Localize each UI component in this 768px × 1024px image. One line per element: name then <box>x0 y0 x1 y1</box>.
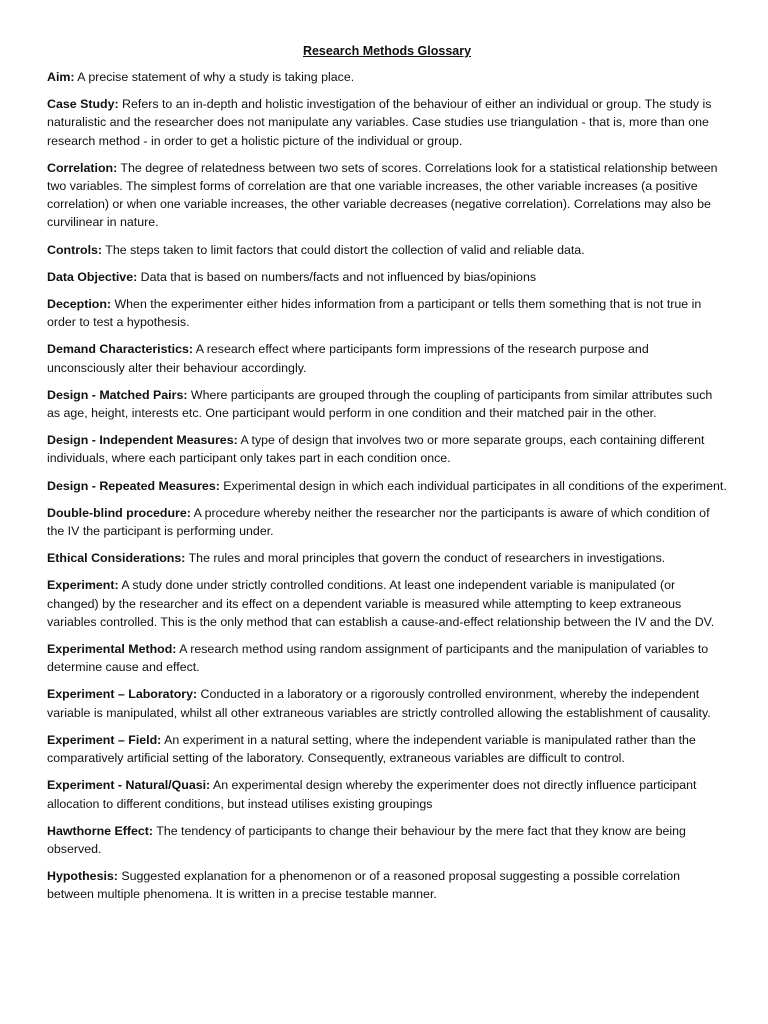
glossary-entry <box>47 431 727 467</box>
glossary-term: Deception: <box>47 297 112 312</box>
glossary-term: Experiment – Laboratory: <box>47 687 198 702</box>
glossary-definition: The steps taken to limit factors that could distort the collection of valid and reliable data. <box>102 242 585 257</box>
glossary-term: Design - Independent Measures: <box>47 433 238 448</box>
glossary-definition: The rules and moral principles that govern the conduct of researchers in investigations. <box>185 551 666 566</box>
glossary-entry <box>47 268 727 286</box>
glossary-definition: A research effect where participants form impressions of the research purpose and unconsciously alter their behaviour accordingly. <box>47 342 649 375</box>
glossary-term: Controls: <box>47 242 103 257</box>
glossary-definition: Conducted in a laboratory or a rigorously controlled environment, whereby the independent variable is manipulated, whilst all other extraneous variables are strictly controlled allowing the establishment of causality. <box>47 687 711 720</box>
glossary-term: Hypothesis: <box>47 869 118 884</box>
glossary-definition: Data that is based on numbers/facts and not influenced by bias/opinions <box>137 269 537 284</box>
glossary-entry <box>47 867 727 903</box>
glossary-definition: A research method using random assignment of participants and the manipulation of variables to determine cause and effect. <box>47 642 709 675</box>
glossary-definition: When the experimenter either hides information from a participant or tells them something that is not true in order to test a hypothesis. <box>47 297 702 330</box>
glossary-entry <box>47 576 727 631</box>
glossary-term: Experimental Method: <box>47 642 177 657</box>
glossary-definition: Refers to an in-depth and holistic investigation of the behaviour of either an individual or group. The study is naturalistic and the researcher does not manipulate any variables. Case studies use triangulation - that is, more than one research method - in order to get a holistic picture of the individual or group. <box>47 97 712 148</box>
glossary-term: Hawthorne Effect: <box>47 823 154 838</box>
page-title: Research Methods Glossary <box>302 44 472 58</box>
glossary-entry <box>47 95 727 150</box>
glossary-definition: Experimental design in which each individual participates in all conditions of the experiment. <box>219 478 727 493</box>
glossary-entry <box>47 68 727 86</box>
glossary-definition: An experiment in a natural setting, where the independent variable is manipulated rather than the comparatively artificial setting of the laboratory. Consequently, extraneous variables are difficult to control. <box>47 732 696 766</box>
glossary-definition: A procedure whereby neither the researcher nor the participants is aware of which condition of the IV the participant is performing under. <box>47 505 710 539</box>
glossary-page <box>47 42 727 913</box>
glossary-term: Experiment: <box>47 578 119 593</box>
glossary-definition: Suggested explanation for a phenomenon or of a reasoned proposal suggesting a possible correlation between multiple phenomena. It is written in a precise testable manner. <box>47 869 681 902</box>
glossary-definition: An experimental design whereby the experimenter does not directly influence participant allocation to different conditions, but instead utilises existing groupings <box>47 778 697 811</box>
glossary-entry <box>47 640 727 676</box>
glossary-term: Ethical Considerations: <box>47 551 186 566</box>
glossary-definition: Where participants are grouped through the coupling of participants from similar attributes such as age, height, interests etc. One participant would perform in one condition and their matched pair in the other. <box>47 387 713 421</box>
glossary-entry <box>47 776 727 812</box>
glossary-entry <box>47 504 727 540</box>
glossary-entry <box>47 295 727 331</box>
glossary-term: Case Study: <box>47 97 119 112</box>
glossary-entry <box>47 731 727 767</box>
glossary-definition: The degree of relatedness between two sets of scores. Correlations look for a statistical relationship between two variables. The simplest forms of correlation are that one variable increases, the other variable increases (a positive correlation) or when one variable increases, the other variable decreases (negative correlation). Correlations may also be curvilinear in nature. <box>47 160 718 230</box>
glossary-entry <box>47 386 727 422</box>
glossary-entry <box>47 241 727 259</box>
glossary-term: Correlation: <box>47 160 118 175</box>
glossary-term: Data Objective: <box>47 269 138 284</box>
glossary-entry <box>47 477 727 495</box>
glossary-definition: A precise statement of why a study is taking place. <box>74 70 355 84</box>
glossary-entry <box>47 340 727 376</box>
glossary-definition: The tendency of participants to change their behaviour by the mere fact that they know are being observed. <box>47 823 686 856</box>
glossary-entry <box>47 685 727 721</box>
glossary-entry <box>47 159 727 232</box>
glossary-term: Double-blind procedure: <box>47 505 191 520</box>
glossary-term: Aim: <box>47 70 75 84</box>
glossary-entry <box>47 822 727 858</box>
glossary-definition: A type of design that involves two or more separate groups, each containing different individuals, where each participant only takes part in each condition once. <box>47 433 705 466</box>
glossary-term: Design - Matched Pairs: <box>47 387 188 402</box>
glossary-list <box>47 68 727 904</box>
glossary-term: Demand Characteristics: <box>47 342 193 357</box>
glossary-definition: A study done under strictly controlled conditions. At least one independent variable is manipulated (or changed) by the researcher and its effect on a dependent variable is measured while attempting to keep extraneous variables controlled. This is the only method that can establish a cause-and-effect relationship between the IV and the DV. <box>47 578 715 629</box>
glossary-entry <box>47 549 727 567</box>
glossary-term: Design - Repeated Measures: <box>47 478 220 493</box>
glossary-term: Experiment - Natural/Quasi: <box>47 778 211 793</box>
glossary-term: Experiment – Field: <box>47 732 162 747</box>
